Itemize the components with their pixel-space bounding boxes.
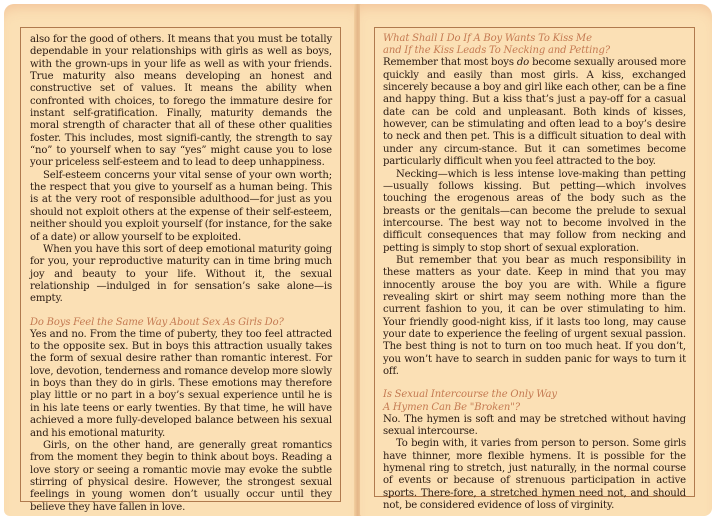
paragraph: Necking—which is less intense love-making than petting—usually follows kissing. But petting—which involves touching the erogenous areas of the body such as the breasts or the genitals—can become the prelude to sexual intercourse. The best way not to become involved in the difficult consequences that may follow from necking and petting is simply to stop short of sexual exploration.: [383, 168, 686, 254]
heading-line: What Shall I Do If A Boy Wants To Kiss Me: [383, 33, 592, 44]
heading-line: Is Sexual Intercourse the Only Way: [383, 389, 557, 401]
heading-line: A Hymen Can Be "Broken"?: [383, 401, 520, 413]
right-page-frame: [374, 27, 695, 512]
section-heading: Do Boys Feel the Same Way About Sex As Girls Do?: [30, 316, 284, 328]
text-run: Remember that most boys: [383, 57, 517, 69]
section-heading: [383, 389, 686, 413]
section-spacer: [383, 378, 686, 389]
section-spacer: [30, 306, 332, 317]
right-page: [360, 4, 712, 516]
paragraph: But remember that you bear as much responsibility in these matters as your date. Keep in mind that you may innocently arouse the boy you are with. While a figure revealing skirt or shirt may seem nothing more than the current fashion to you, it can be over stimulating to him. Your friendly good-night kiss, if it lasts too long, may cause your date to experience the feeling of urgent sexual passion. The best thing is not to turn on too much heat. If you don’t, you won’t have to search in sudden panic for ways to turn it off.: [383, 254, 686, 377]
paragraph: When you have this sort of deep emotional maturity going for you, your reproductive maturity can in time bring much joy and beauty to your life. Without it, the sexual relationship —indulged in for sensation’s sake alone—is empty.: [30, 243, 332, 305]
paragraph: Girls, on the other hand, are generally great romantics from the moment they begin to think about boys. Reading a love story or seeing a romantic movie may evoke the subtle stirring of physical desire. However, the strongest sexual feelings in young women don’t usually occur until they believe they have fallen in love.: [30, 439, 332, 513]
heading-line: and If the Kiss Leads To Necking and Petting?: [383, 45, 611, 57]
text-run: become sexually aroused more quickly and easily than most girls. A kiss, exchanged sincerely because a boy and girl like each other, can be a fine and happy thing. But a kiss that’s just a pay-off for a casual date can be cold and unpleasant. Both kinds of kisses, however, can be stimulating and often lead to a boy’s desire to neck and then pet. This is a difficult situation to deal with under any circum-stance. But it can sometimes become particularly difficult when you feel attracted to the boy.: [383, 57, 687, 168]
paragraph: Yes and no. From the time of puberty, they too feel attracted to the opposite sex. But in boys this attraction usually takes the form of sexual desire rather than romantic interest. For love, devotion, tenderness and romance develop more slowly in boys than they do in girls. These emotions may therefore play little or no part in a boy’s sexual experience until he is in his late teens or early twenties. By that time, he will have achieved a more fully-developed balance between his sexual and his emotional maturity.: [30, 328, 332, 439]
paragraph: No. The hymen is soft and may be stretched without having sexual intercourse.: [383, 413, 686, 438]
paragraph: To begin with, it varies from person to person. Some girls have thinner, more flexible hymens. It is possible for the hymenal ring to stretch, just naturally, in the normal course of events or because of strenuous participation in active sports. There-fore, a stretched hymen need not, and should not, be considered evidence of loss of virginity.: [383, 438, 686, 512]
paragraph: [383, 57, 686, 168]
paragraph: also for the good of others. It means that you must be totally dependable in your relationships with girls as well as boys, with the grown-ups in your life as well as with your friends. True maturity also means developing an honest and constructive set of values. It means the ability when confronted with choices, to forego the immature desire for instant self-gratification. Finally, maturity demands the moral strength of character that all of these other qualities foster. This includes, most signifi-cantly, the strength to say “no” to yourself when to say “yes” might cause you to lose your priceless self-esteem and to lead to deep unhappiness.: [30, 34, 332, 169]
section-heading: [383, 33, 686, 57]
left-page-frame: [20, 27, 341, 513]
paragraph: Self-esteem concerns your vital sense of your own worth; the respect that you give to yourself as a human being. This is at the very root of responsible adulthood—for just as you should not exploit others at the expense of their self-esteem, neither should you exploit yourself (for instance, for the sake of a date) or allow yourself to be exploited.: [30, 169, 332, 243]
left-page: [4, 4, 356, 516]
emphasis: do: [516, 57, 530, 69]
